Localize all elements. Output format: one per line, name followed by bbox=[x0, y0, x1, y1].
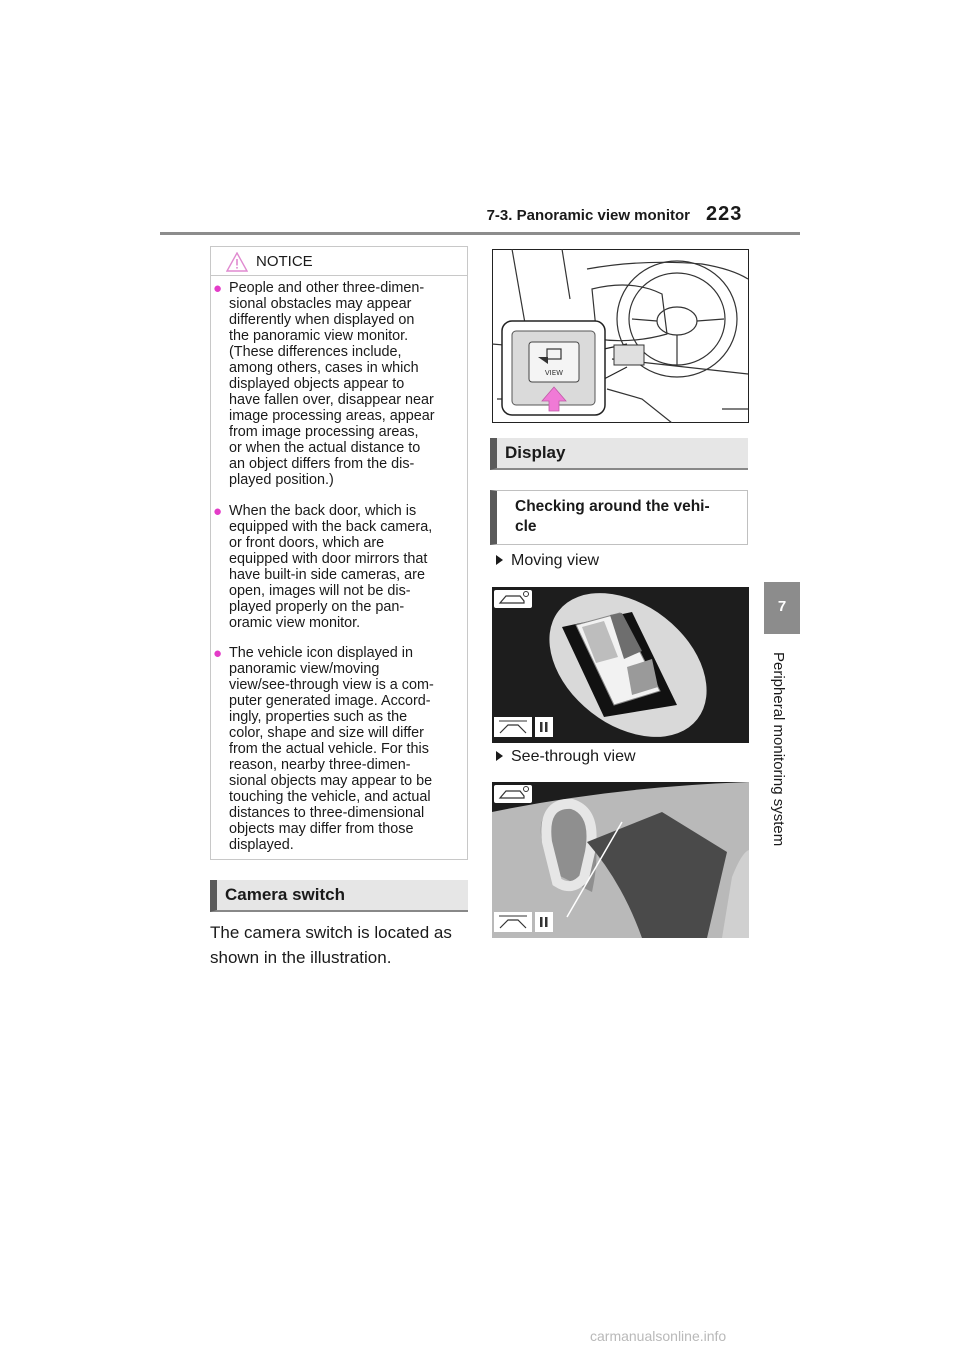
display-subheading bbox=[490, 490, 748, 545]
display-heading bbox=[490, 438, 748, 470]
arrow-icon bbox=[496, 751, 503, 761]
watermark: carmanualsonline.info bbox=[590, 1328, 727, 1344]
section-title: 7-3. Panoramic view monitor bbox=[486, 207, 690, 224]
bullet-icon: ● bbox=[213, 280, 223, 297]
notice-bullet-text: The vehicle icon displayed in panoramic view/moving view/see-through view is a com- puter generated image. Accord- ingly, properties such as the color, shape and size will differ from the actual vehicle. For this reason, nearby three-dimen- sional objects may appear to be touching the vehicle, and actual distances to three-dimensional objects may differ from those displayed. bbox=[229, 645, 434, 853]
warning-icon bbox=[226, 252, 248, 272]
camera-switch-heading-text: Camera switch bbox=[225, 885, 345, 904]
notice-bullet bbox=[213, 280, 465, 495]
notice-bullet bbox=[213, 645, 465, 855]
see-through-view-screen bbox=[492, 782, 749, 938]
moving-view-item bbox=[496, 552, 599, 570]
bullet-icon: ● bbox=[213, 645, 223, 662]
camera-switch-illustration bbox=[492, 249, 749, 423]
view-button-label: VIEW bbox=[544, 369, 564, 377]
see-through-view-label: See-through view bbox=[511, 748, 636, 765]
header-rule bbox=[160, 232, 800, 235]
chapter-number: 7 bbox=[777, 598, 787, 615]
arrow-icon bbox=[496, 555, 503, 565]
camera-switch-body: The camera switch is located as shown in the illustration. bbox=[210, 923, 452, 967]
display-subheading-text: Checking around the vehi- cle bbox=[515, 498, 710, 535]
bullet-icon: ● bbox=[213, 503, 223, 520]
notice-bullet-text: When the back door, which is equipped with the back camera, or front doors, which are equipped with door mirrors that have built-in side cameras, are open, images will not be dis- played properly on the pan- oramic view monitor. bbox=[229, 503, 433, 631]
see-through-view-item bbox=[496, 748, 636, 766]
notice-bullet bbox=[213, 503, 465, 633]
pause-icon bbox=[540, 917, 543, 927]
display-heading-text: Display bbox=[505, 443, 566, 462]
notice-bullet-text: People and other three-dimen- sional obstacles may appear differently when displayed on the panoramic view monitor. (These differences include, among others, cases in which displayed objects appear to have fallen over, disappear near image processing areas, appear from image processing areas, or when the actual distance to an object differs from the dis- played position.) bbox=[229, 280, 435, 488]
notice-header bbox=[210, 246, 468, 276]
moving-view-label: Moving view bbox=[511, 552, 600, 569]
pause-icon bbox=[540, 722, 543, 732]
moving-view-screen bbox=[492, 587, 749, 743]
camera-switch-heading bbox=[210, 880, 468, 912]
notice-title: NOTICE bbox=[256, 253, 313, 270]
page-number: 223 bbox=[706, 203, 743, 225]
chapter-label: Peripheral monitoring system bbox=[770, 652, 787, 847]
